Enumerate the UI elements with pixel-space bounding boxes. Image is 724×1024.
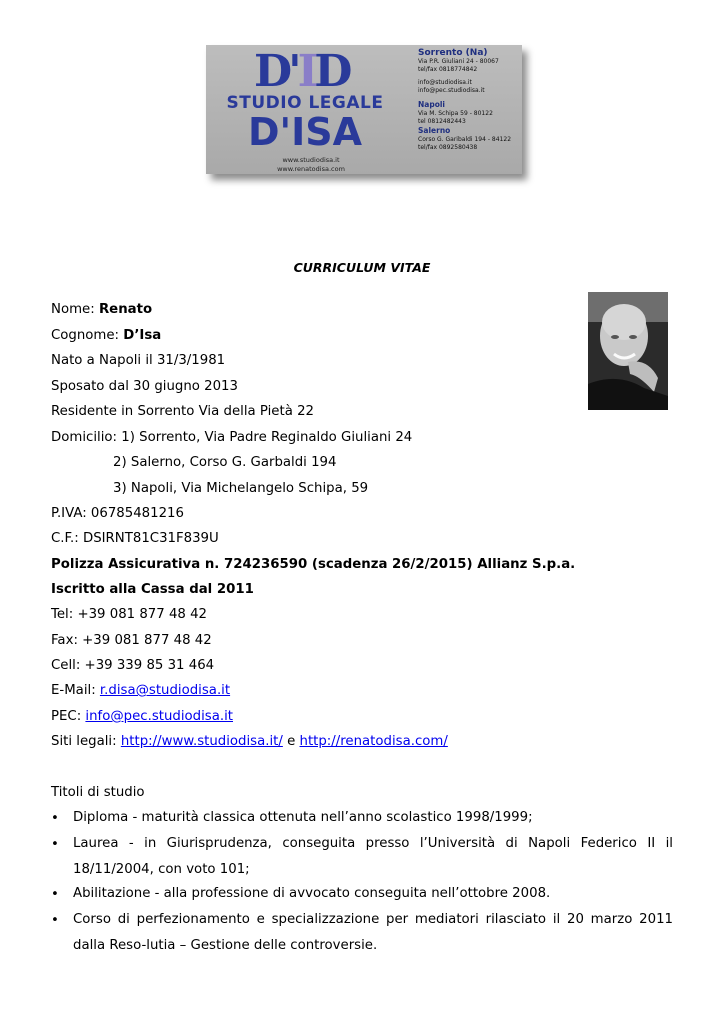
office-city: Napoli [418, 100, 446, 109]
firm-websites: www.studiodisa.it www.renatodisa.com [277, 156, 345, 173]
education-heading: Titoli di studio [51, 785, 145, 800]
vat-line: P.IVA: 06785481216 [51, 506, 184, 521]
tax-code-line: C.F.: DSIRNT81C31F839U [51, 531, 219, 546]
first-name: Renato [98, 302, 153, 317]
office-city: Salerno [418, 126, 451, 135]
last-name: D’Isa [123, 328, 162, 343]
education-item-corso: Corso di perfezionamento e specializzazione per mediatori rilasciato il 20 marzo 2011 dalla Reso-lutia – Gestione delle controversie. [73, 912, 673, 953]
phone-line: Tel: +39 081 877 48 42 [51, 607, 208, 622]
website-link-2[interactable]: http://renatodisa.com/ [299, 734, 448, 749]
firm-name-line1: STUDIO LEGALE [226, 93, 384, 113]
pec-link[interactable]: info@pec.studiodisa.it [85, 709, 233, 724]
birth-line: Nato a Napoli il 31/3/1981 [51, 353, 226, 368]
mobile-line: Cell: +39 339 85 31 464 [51, 658, 215, 673]
bullet-icon: • [51, 887, 59, 902]
office-city: Sorrento (Na) [418, 48, 488, 58]
letterhead-logo [206, 45, 522, 174]
domicile-line-2: 2) Salerno, Corso G. Garbaldi 194 [113, 455, 337, 470]
pec-line: PEC: info@pec.studiodisa.it [51, 709, 233, 724]
email-link[interactable]: r.disa@studiodisa.it [99, 683, 231, 698]
residence-line: Residente in Sorrento Via della Pietà 22 [51, 404, 314, 419]
surname-line: Cognome: D’Isa [51, 328, 162, 343]
domicile-line-1: Domicilio: 1) Sorrento, Via Padre Reginaldo Giuliani 24 [51, 430, 413, 445]
profile-photo [588, 292, 668, 410]
websites-line: Siti legali: http://www.studiodisa.it/ e http://renatodisa.com/ [51, 734, 448, 749]
bullet-icon: • [51, 811, 59, 826]
name-line: Nome: Renato [51, 302, 153, 317]
education-item-laurea: Laurea - in Giurisprudenza, conseguita presso l’Università di Napoli Federico II il 18/11/2004, con voto 101; [73, 836, 673, 877]
office-addresses: Sorrento (Na) Via P.R. Giuliani 24 - 80067 tel/fax 0818774842 info@studiodisa.it info@pec.studiodisa.it Napoli Via M. Schipa 59 - 80122 tel 0812482443 Salerno Corso G. Garibaldi 194 - 84122 tel/fax 0892580438 [418, 48, 520, 152]
fax-line: Fax: +39 081 877 48 42 [51, 633, 212, 648]
website-link-1[interactable]: http://www.studiodisa.it/ [120, 734, 283, 749]
domicile-line-3: 3) Napoli, Via Michelangelo Schipa, 59 [113, 481, 369, 496]
firm-monogram: D'ID [254, 46, 349, 97]
firm-name-line2: D'ISA [247, 110, 363, 154]
cv-title: CURRICULUM VITAE [293, 260, 431, 275]
education-item-abilitazione: Abilitazione - alla professione di avvocato conseguita nell’ottobre 2008. [73, 886, 551, 901]
insurance-line: Polizza Assicurativa n. 724236590 (scadenza 26/2/2015) Allianz S.p.a. [51, 557, 576, 572]
marriage-line: Sposato dal 30 giugno 2013 [51, 379, 238, 394]
email-line: E-Mail: r.disa@studiodisa.it [51, 683, 231, 698]
education-item-diploma: Diploma - maturità classica ottenuta nell’anno scolastico 1998/1999; [73, 810, 533, 825]
bullet-icon: • [51, 913, 59, 928]
registration-line: Iscritto alla Cassa dal 2011 [51, 582, 254, 597]
bullet-icon: • [51, 837, 59, 852]
